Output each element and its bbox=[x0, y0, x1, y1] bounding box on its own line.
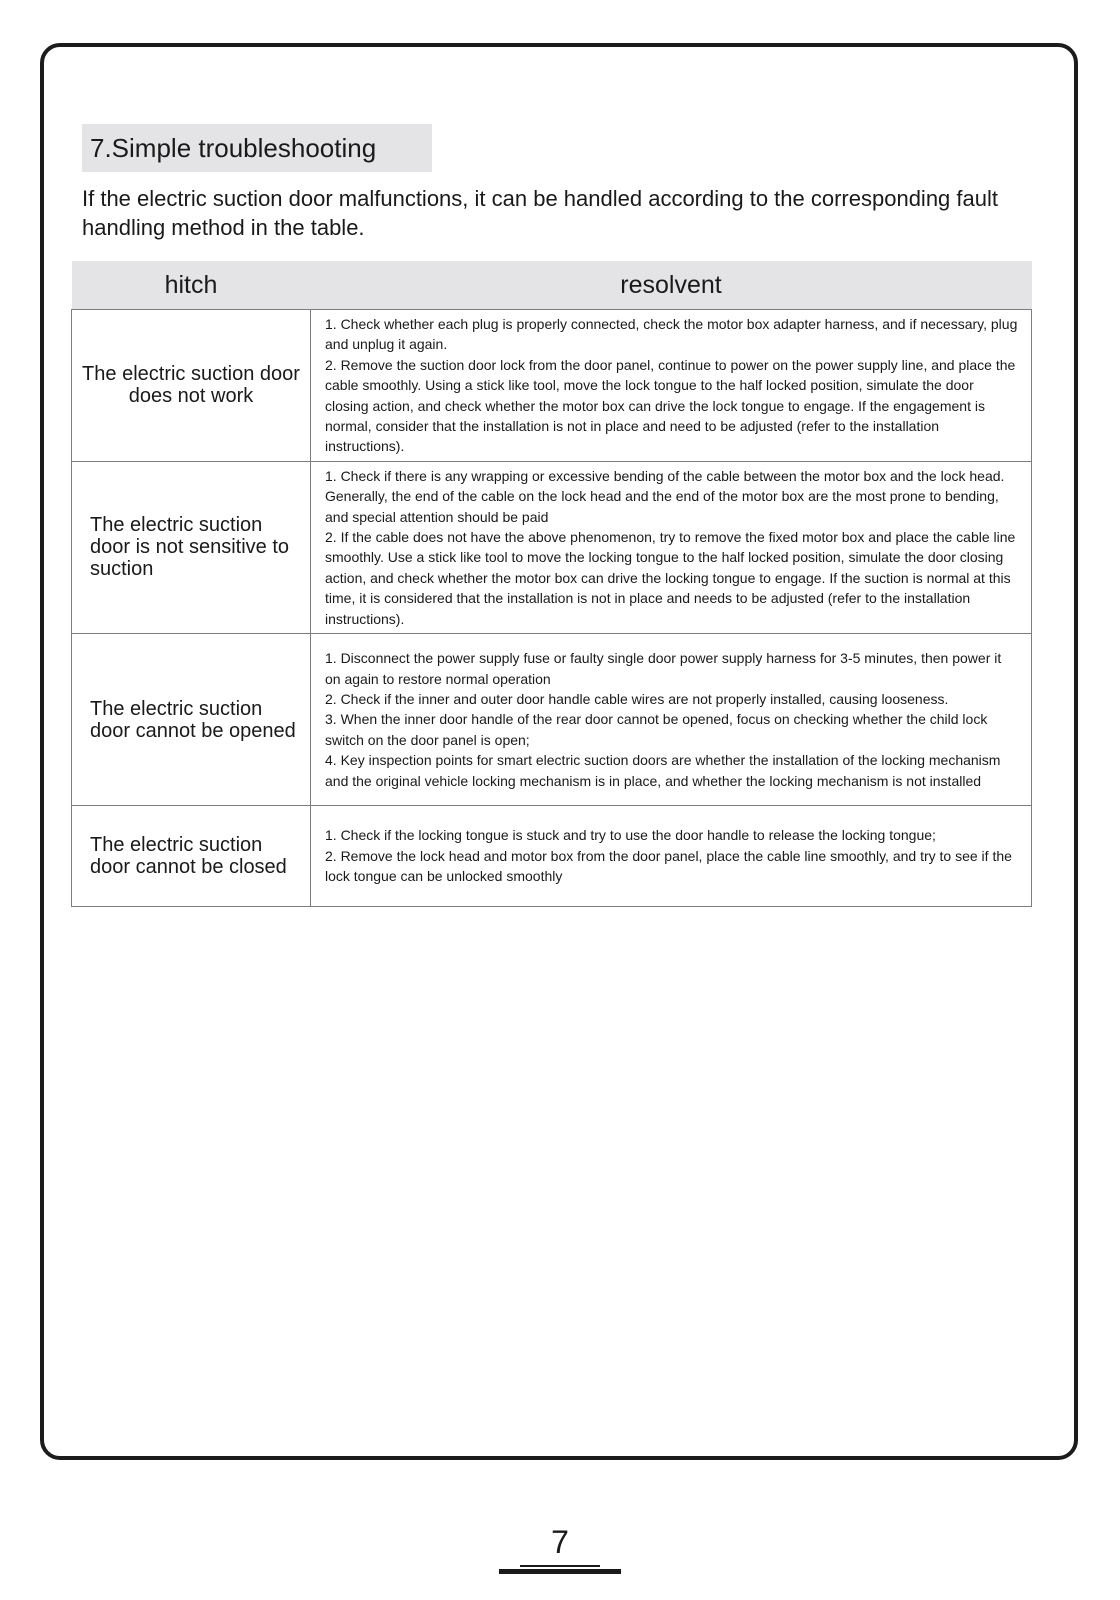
resolvent-cell bbox=[311, 310, 1032, 462]
hitch-cell: The electric suction door is not sensitive to suction bbox=[72, 461, 311, 633]
header-hitch: hitch bbox=[72, 261, 311, 310]
page-number: 7 bbox=[551, 1524, 569, 1560]
resolvent-step: 1. Disconnect the power supply fuse or faulty single door power supply harness for 3-5 minutes, then power it on again to restore normal operation bbox=[325, 650, 1002, 687]
table-row bbox=[72, 806, 1032, 907]
resolvent-step: 2. Remove the suction door lock from the door panel, continue to power on the power supply line, and place the cable smoothly. Using a stick like tool, move the lock tongue to the half locked position, simulate the door closing action, and check whether the motor box can drive the lock tongue to engage. If the engagement is normal, consider that the installation is not in place and need to be adjusted (refer to the installation instructions). bbox=[325, 356, 1016, 455]
table-row bbox=[72, 461, 1032, 633]
resolvent-step: 1. Check if there is any wrapping or excessive bending of the cable between the motor box and the lock head. Generally, the end of the cable on the lock head and the end of the motor box are the most prone to bending, and special attention should be paid bbox=[325, 467, 1005, 525]
resolvent-step: 3. When the inner door handle of the rear door cannot be opened, focus on checking whether the child lock switch on the door panel is open; bbox=[325, 711, 988, 748]
resolvent-step: 1. Check whether each plug is properly connected, check the motor box adapter harness, and if necessary, plug and unplug it again. bbox=[325, 316, 1018, 353]
resolvent-step: 2. Remove the lock head and motor box from the door panel, place the cable line smoothly, and try to see if the lock tongue can be unlocked smoothly bbox=[325, 847, 1012, 885]
hitch-cell: The electric suction door cannot be closed bbox=[72, 806, 311, 907]
hitch-cell: The electric suction door does not work bbox=[72, 310, 311, 462]
resolvent-step: 2. If the cable does not have the above phenomenon, try to remove the fixed motor box and place the cable line smoothly. Use a stick like tool to move the locking tongue to the half locked position, simulate the door closing action, and check whether the motor box can drive the locking tongue to engage. If the suction is normal at this time, it is considered that the installation is not in place and needs to be adjusted (refer to the installation instructions). bbox=[325, 529, 1016, 627]
resolvent-step: 4. Key inspection points for smart electric suction doors are whether the installation of the locking mechanism and the original vehicle locking mechanism is in place, and whether the locking mechanism is not installed bbox=[325, 752, 1001, 789]
resolvent-step: 1. Check if the locking tongue is stuck and try to use the door handle to release the locking tongue; bbox=[325, 827, 936, 844]
page-number-rule bbox=[499, 1569, 621, 1574]
resolvent-cell bbox=[311, 461, 1032, 633]
resolvent-step: 2. Check if the inner and outer door handle cable wires are not properly installed, causing looseness. bbox=[325, 690, 949, 707]
table-row bbox=[72, 310, 1032, 462]
resolvent-cell bbox=[311, 806, 1032, 907]
hitch-cell: The electric suction door cannot be opened bbox=[72, 634, 311, 806]
header-resolvent: resolvent bbox=[311, 261, 1032, 310]
section-title: 7.Simple troubleshooting bbox=[82, 124, 432, 172]
resolvent-cell bbox=[311, 634, 1032, 806]
table-header-row bbox=[72, 261, 1032, 310]
intro-paragraph: If the electric suction door malfunctions, it can be handled according to the corresponding fault handling method in the table. bbox=[82, 186, 998, 240]
table-row bbox=[72, 634, 1032, 806]
troubleshooting-table bbox=[71, 261, 1032, 907]
page-number-underline bbox=[520, 1565, 600, 1567]
